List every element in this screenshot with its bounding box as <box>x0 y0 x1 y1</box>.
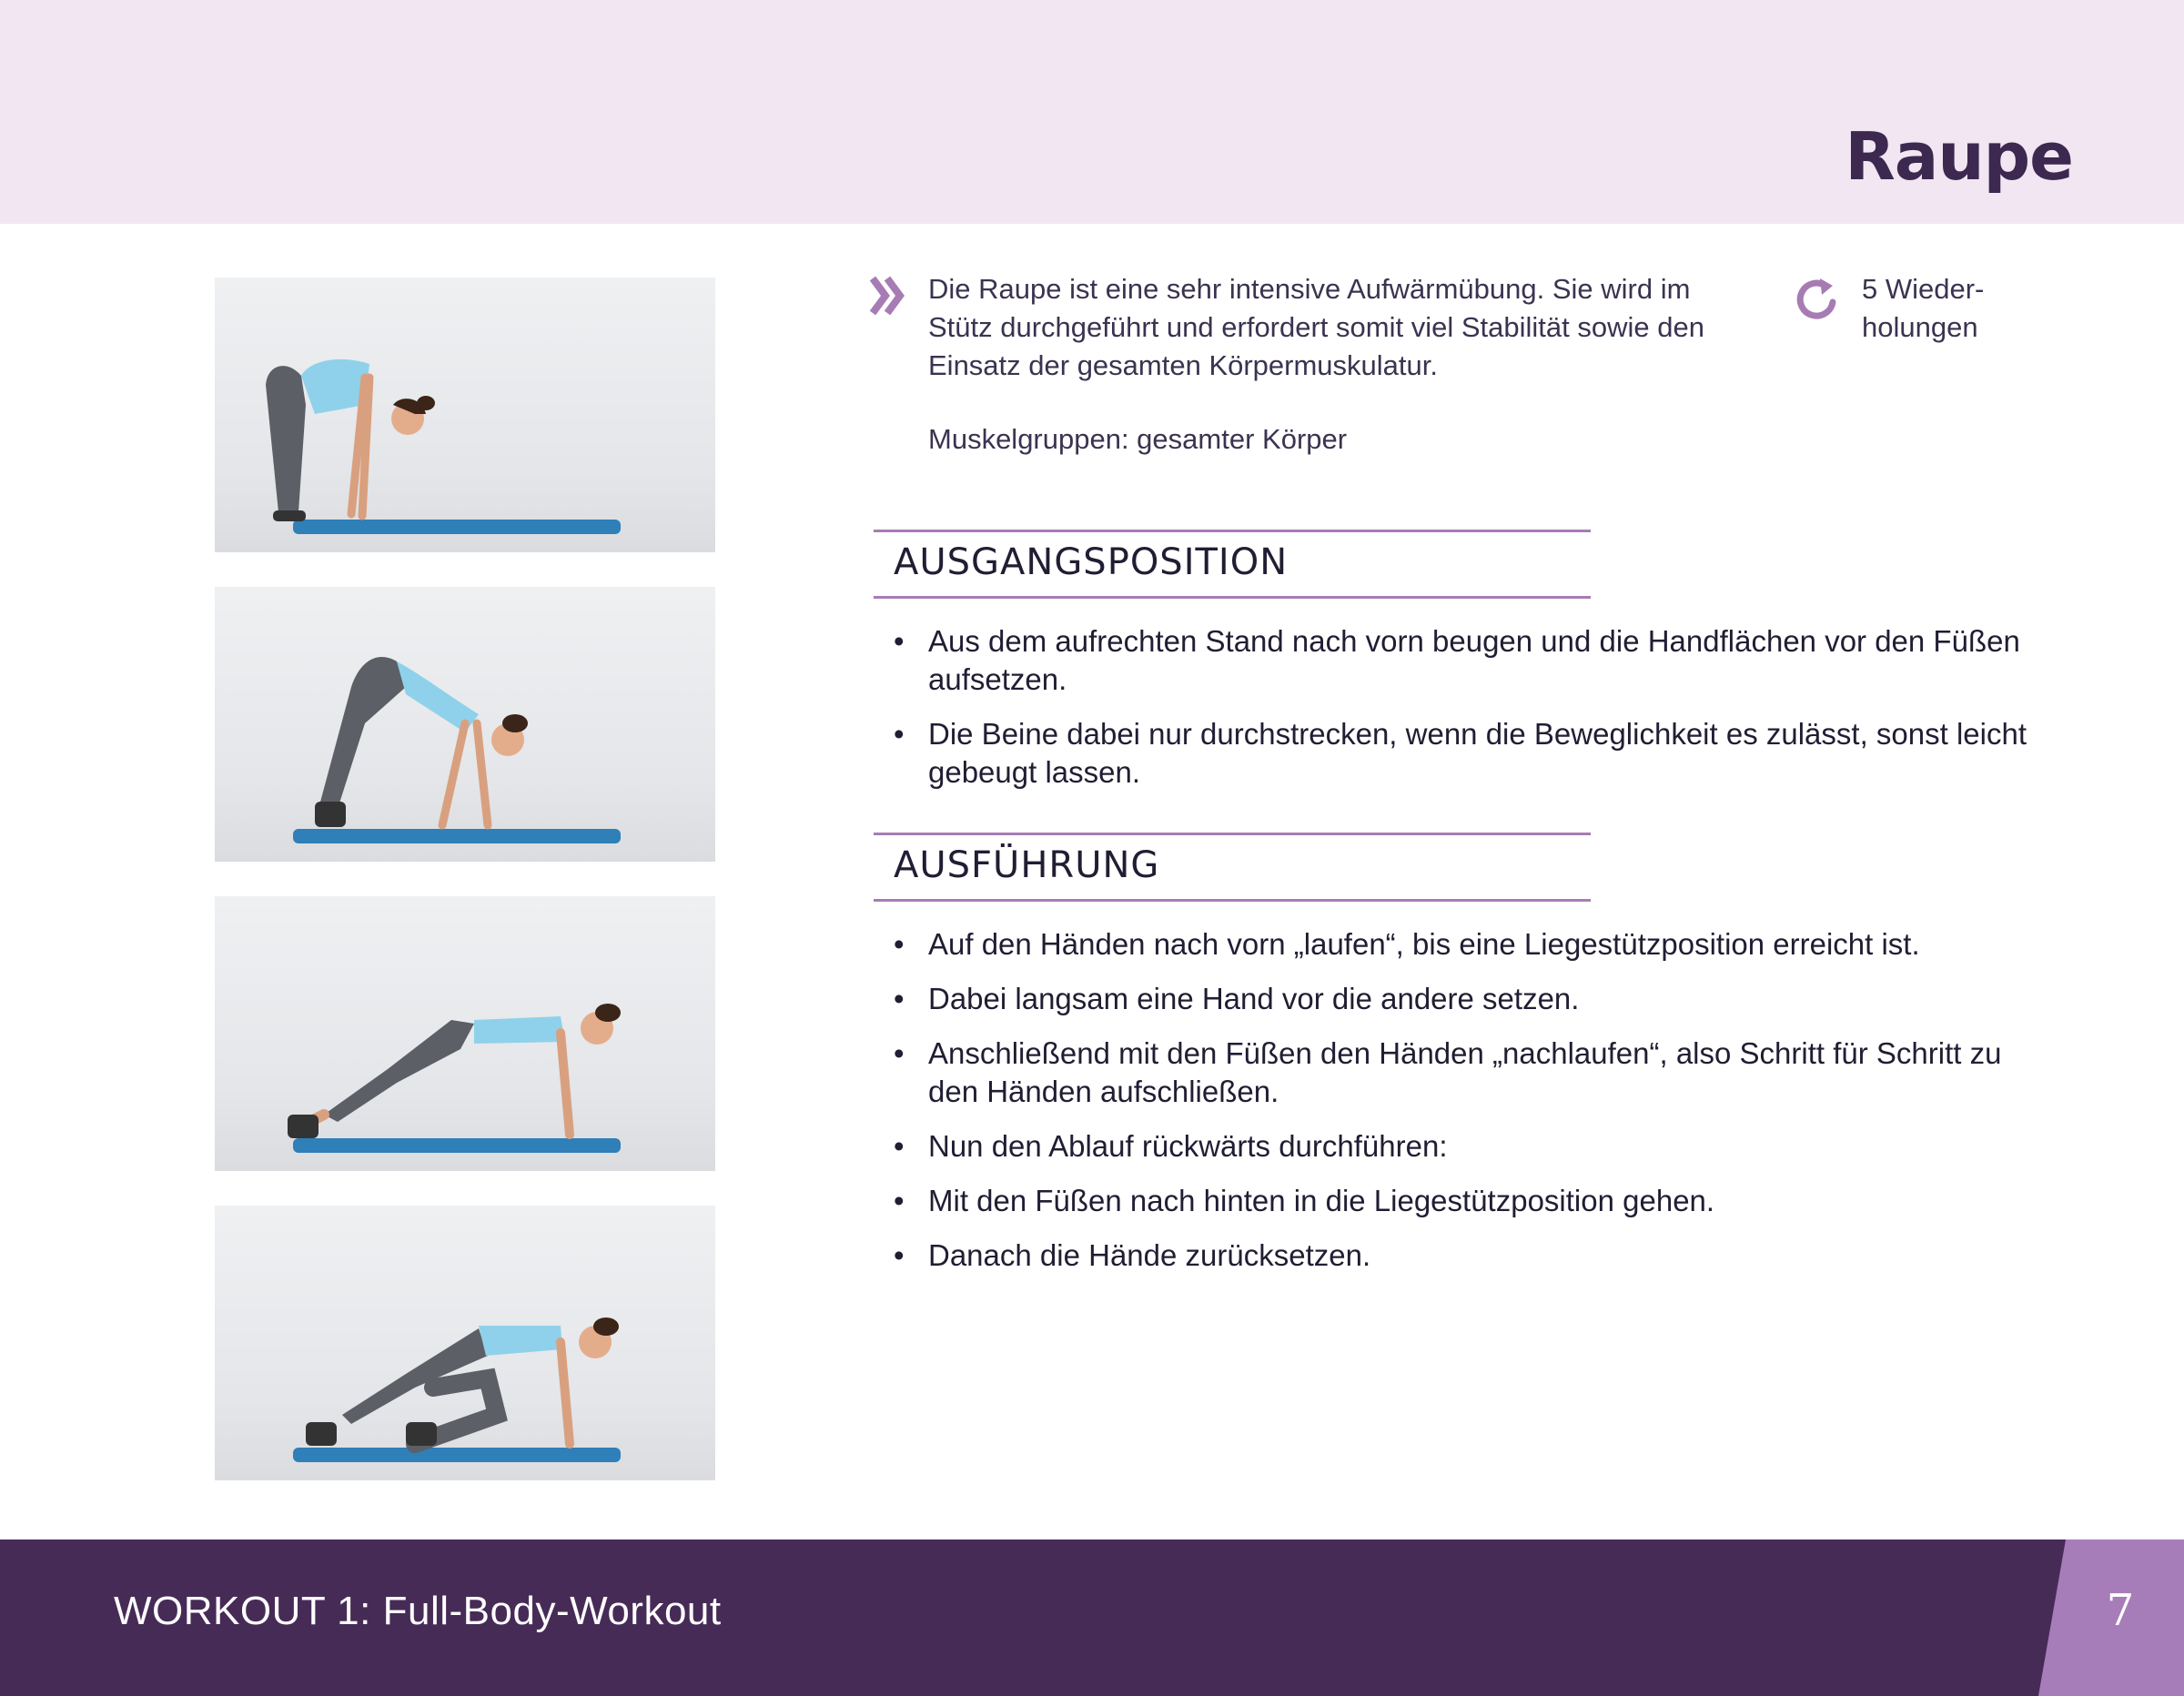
list-item: • Anschließend mit den Füßen den Händen „nachlaufen“, also Schritt für Schritt zu den Händen aufschließen. <box>890 1035 2046 1111</box>
footer-title: WORKOUT 1: Full-Body-Workout <box>114 1589 722 1633</box>
exercise-photo-1 <box>215 278 715 552</box>
double-chevron-right-icon <box>869 273 907 318</box>
footer-band <box>0 1540 2184 1696</box>
list-item: • Nun den Ablauf rückwärts durchführen: <box>890 1127 2046 1166</box>
exercise-photo-2 <box>215 587 715 862</box>
repetitions-line-2: holungen <box>1862 311 1978 343</box>
list-item: • Auf den Händen nach vorn „laufen“, bis eine Liegestützposition erreicht ist. <box>890 925 2046 964</box>
execution-list <box>890 925 2046 1291</box>
starting-position-list <box>890 622 2046 808</box>
repeat-icon <box>1793 275 1842 324</box>
list-item: • Dabei langsam eine Hand vor die andere setzen. <box>890 980 2046 1018</box>
list-item: • Die Beine dabei nur durchstrecken, wenn die Beweglichkeit es zulässt, sonst leicht gebeugt lassen. <box>890 715 2046 792</box>
repetitions <box>1862 270 2044 347</box>
page-number: 7 <box>2106 1585 2135 1636</box>
exercise-photo-4 <box>215 1206 715 1480</box>
list-item: • Danach die Hände zurücksetzen. <box>890 1237 2046 1275</box>
section-heading-label: AUSFÜHRUNG <box>894 844 1160 886</box>
section-heading-starting-position <box>874 530 1591 599</box>
list-item: • Aus dem aufrechten Stand nach vorn beugen und die Handflächen vor den Füßen aufsetzen. <box>890 622 2046 699</box>
muscle-groups: Muskelgruppen: gesamter Körper <box>928 423 1348 455</box>
exercise-description: Die Raupe ist eine sehr intensive Aufwärmübung. Sie wird im Stütz durchgeführt und erfordert somit viel Stabilität sowie den Einsatz der gesamten Körpermuskulatur. <box>928 273 1704 381</box>
list-item: • Mit den Füßen nach hinten in die Liegestützposition gehen. <box>890 1182 2046 1220</box>
section-heading-execution <box>874 833 1591 902</box>
page-title: Raupe <box>1845 118 2073 195</box>
exercise-photo-3 <box>215 896 715 1171</box>
repetitions-line-1: 5 Wieder- <box>1862 273 1985 305</box>
section-heading-label: AUSGANGSPOSITION <box>894 541 1289 583</box>
